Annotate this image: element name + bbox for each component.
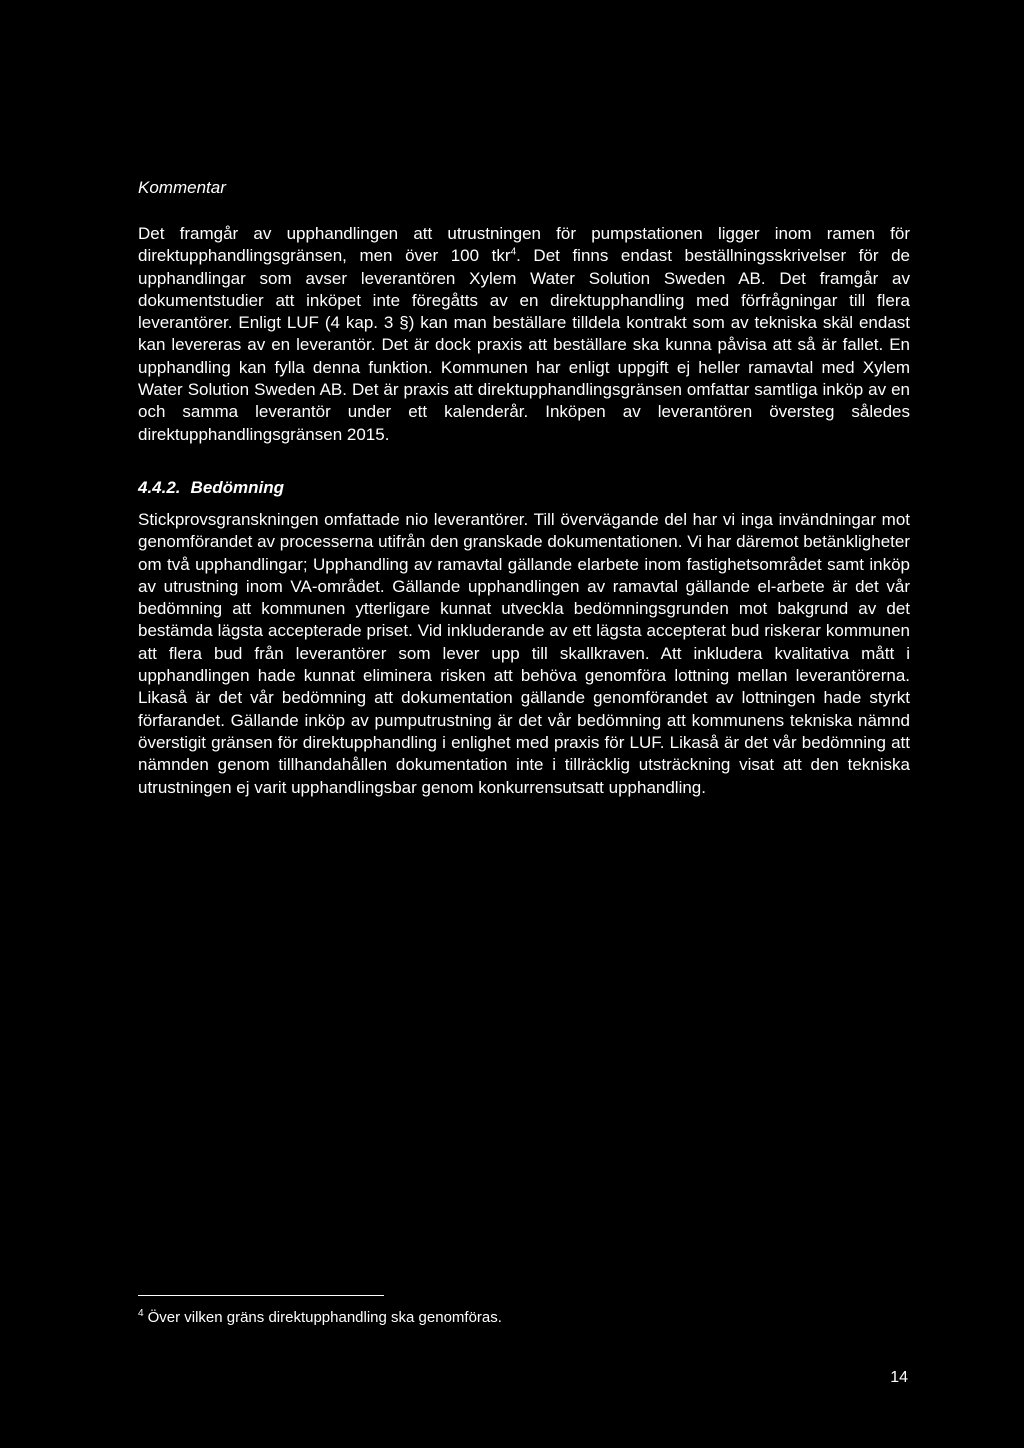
footnote bbox=[138, 1309, 502, 1326]
comment-paragraph bbox=[138, 223, 910, 446]
footnote-divider bbox=[138, 1295, 384, 1296]
comment-text-start: Det framgår av upphandlingen att utrustningen för pumpstationen ligger inom ramen för direktupphandlingsgränsen, men över 100 tkr bbox=[138, 224, 910, 266]
section-heading bbox=[138, 478, 284, 498]
comment-label: Kommentar bbox=[138, 178, 226, 197]
page-number: 14 bbox=[890, 1369, 908, 1386]
comment-text-end: . Det finns endast beställningsskrivelser för de upphandlingar som avser leverantören Xylem Water Solution Sweden AB. Det framgår av dokumentstudier att inköpet inte föregåtts av en direktupphandling med förfrågningar till flera leverantörer. Enligt LUF (4 kap. 3 §) kan man beställare tilldela kontrakt som av tekniska skäl endast kan levereras av en leverantör. Det är dock praxis att beställare ska kunna påvisa att så är fallet. En upphandling kan fylla denna funktion. Kommunen har enligt uppgift ej heller ramavtal med Xylem Water Solution Sweden AB. Det är praxis att direktupphandlingsgränsen omfattar samtliga inköp av en och samma leverantör under ett kalenderår. Inköpen av leverantören översteg således direktupphandlingsgränsen 2015. bbox=[138, 246, 910, 444]
footnote-marker: 4 bbox=[138, 1308, 144, 1319]
assessment-paragraph: Stickprovsgranskningen omfattade nio leverantörer. Till övervägande del har vi inga invändningar mot genomförandet av processerna utifrån den granskade dokumentationen. Vi har däremot betänkligheter om två upphandlingar; Upphandling av ramavtal gällande elarbete inom fastighetsområdet samt inköp av utrustning inom VA-området. Gällande upphandlingen av ramavtal gällande el-arbete är det vår bedömning att kommunen ytterligare kunnat utveckla bedömningsgrunden mot bakgrund av det bestämda lägsta accepterade priset. Vid inkluderande av ett lägsta accepterat bud riskerar kommunen att flera bud från leverantörer som lever upp till skallkraven. Att inkludera kvalitativa mått i upphandlingen hade kunnat eliminera risken att behöva genomföra lottning mellan leverantörerna. Likaså är det vår bedömning att dokumentation gällande genomförandet av lottningen hade styrkt förfarandet. Gällande inköp av pumputrustning är det vår bedömning att kommunens tekniska nämnd överstigit gränsen för direktupphandling i enlighet med praxis för LUF. Likaså är det vår bedömning att nämnden genom tillhandahållen dokumentation inte i tillräcklig utsträckning visat att den tekniska utrustningen ej varit upphandlingsbar genom konkurrensutsatt upphandling. bbox=[138, 510, 910, 797]
section-title: Bedömning bbox=[190, 478, 285, 497]
footnote-reference[interactable]: 4 bbox=[510, 246, 517, 258]
section-number: 4.4.2. bbox=[138, 478, 181, 497]
footnote-text: Över vilken gräns direktupphandling ska genomföras. bbox=[147, 1309, 502, 1326]
